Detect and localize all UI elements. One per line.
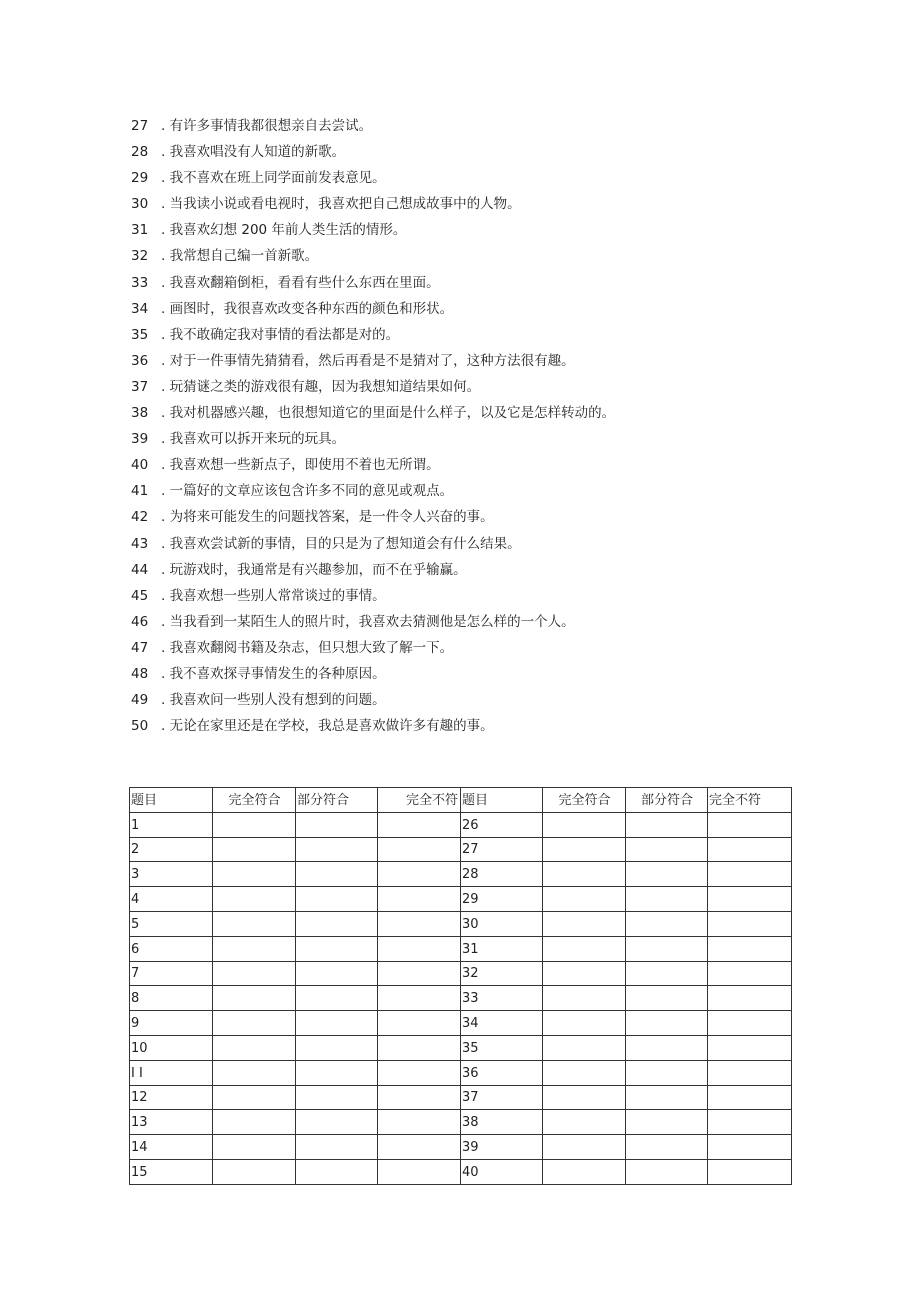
question-number: 36 <box>131 352 149 369</box>
answer-cell[interactable] <box>708 1035 792 1060</box>
question-text: . 玩猜谜之类的游戏很有趣，因为我想知道结果如何。 <box>161 378 481 395</box>
answer-cell[interactable] <box>378 911 461 936</box>
answer-cell[interactable] <box>296 812 378 837</box>
question-number: 49 <box>131 692 149 709</box>
answer-cell[interactable] <box>626 812 708 837</box>
answer-cell[interactable] <box>708 1085 792 1110</box>
question-number-cell: 13 <box>130 1110 213 1135</box>
question-number-cell: 8 <box>130 986 213 1011</box>
question-number: 47 <box>131 639 149 656</box>
answer-cell[interactable] <box>213 1060 296 1085</box>
answer-cell[interactable] <box>378 862 461 887</box>
answer-cell[interactable] <box>543 1035 626 1060</box>
question-number-cell: I I <box>130 1060 213 1085</box>
question-number: 32 <box>131 248 149 265</box>
answer-cell[interactable] <box>213 911 296 936</box>
question-item <box>131 478 891 504</box>
question-number-cell: 4 <box>130 887 213 912</box>
question-number-cell: 31 <box>461 936 543 961</box>
question-item <box>131 374 891 400</box>
header-fully-agree-2: 完全符合 <box>543 788 626 813</box>
answer-row <box>130 936 792 961</box>
question-number-cell: 29 <box>461 887 543 912</box>
answer-row <box>130 1060 792 1085</box>
answer-row <box>130 887 792 912</box>
answer-cell[interactable] <box>213 986 296 1011</box>
answer-cell[interactable] <box>708 1110 792 1135</box>
question-text: . 我喜欢问一些别人没有想到的问题。 <box>161 692 386 709</box>
question-number-cell: 27 <box>461 837 543 862</box>
answer-row <box>130 862 792 887</box>
question-number: 45 <box>131 587 149 604</box>
answer-cell[interactable] <box>626 936 708 961</box>
question-item <box>131 191 891 217</box>
answer-cell[interactable] <box>626 986 708 1011</box>
answer-table <box>129 787 792 1185</box>
answer-cell[interactable] <box>296 1060 378 1085</box>
question-item <box>131 400 891 426</box>
answer-cell[interactable] <box>213 1035 296 1060</box>
answer-cell[interactable] <box>213 1085 296 1110</box>
answer-cell[interactable] <box>378 1085 461 1110</box>
answer-cell[interactable] <box>378 837 461 862</box>
header-not-agree: 完全不符 <box>378 788 461 813</box>
question-item <box>131 713 891 739</box>
question-item <box>131 243 891 269</box>
answer-cell[interactable] <box>296 887 378 912</box>
answer-cell[interactable] <box>626 1159 708 1184</box>
question-text: . 我喜欢想一些别人常常谈过的事情。 <box>161 587 386 604</box>
question-number-cell: 7 <box>130 961 213 986</box>
question-number-cell: 3 <box>130 862 213 887</box>
answer-cell[interactable] <box>213 1159 296 1184</box>
answer-cell[interactable] <box>378 961 461 986</box>
question-item <box>131 270 891 296</box>
question-text: . 对于一件事情先猜猜看，然后再看是不是猜对了，这种方法很有趣。 <box>161 352 575 369</box>
question-item <box>131 687 891 713</box>
answer-cell[interactable] <box>708 1011 792 1036</box>
answer-cell[interactable] <box>708 986 792 1011</box>
answer-cell[interactable] <box>626 837 708 862</box>
header-fully-agree: 完全符合 <box>213 788 296 813</box>
answer-cell[interactable] <box>626 887 708 912</box>
question-text: . 我对机器感兴趣，也很想知道它的里面是什么样子，以及它是怎样转动的。 <box>161 405 616 422</box>
question-number: 43 <box>131 535 149 552</box>
header-not-agree-2: 完全不符 <box>708 788 792 813</box>
answer-cell[interactable] <box>708 812 792 837</box>
question-number: 27 <box>131 118 149 134</box>
answer-row <box>130 961 792 986</box>
answer-cell[interactable] <box>626 1035 708 1060</box>
answer-cell[interactable] <box>296 1135 378 1160</box>
question-number-cell: 10 <box>130 1035 213 1060</box>
question-number: 41 <box>131 483 149 500</box>
answer-cell[interactable] <box>378 887 461 912</box>
question-number-cell: 33 <box>461 986 543 1011</box>
answer-cell[interactable] <box>296 911 378 936</box>
question-text: . 我常想自己编一首新歌。 <box>161 248 319 265</box>
answer-cell[interactable] <box>543 1159 626 1184</box>
answer-cell[interactable] <box>296 961 378 986</box>
question-number-cell: 36 <box>461 1060 543 1085</box>
answer-cell[interactable] <box>626 1060 708 1085</box>
question-item <box>131 531 891 557</box>
page-cut-mask <box>0 1186 920 1306</box>
answer-cell[interactable] <box>213 961 296 986</box>
question-item <box>131 635 891 661</box>
question-number: 29 <box>131 170 149 187</box>
answer-row <box>130 1110 792 1135</box>
answer-row <box>130 911 792 936</box>
question-number: 39 <box>131 431 149 448</box>
answer-cell[interactable] <box>378 986 461 1011</box>
question-text: . 我喜欢翻阅书籍及杂志，但只想大致了解一下。 <box>161 639 454 656</box>
question-number-cell: 32 <box>461 961 543 986</box>
answer-cell[interactable] <box>213 887 296 912</box>
question-text: . 有许多事情我都很想亲自去尝试。 <box>161 118 373 134</box>
question-number-cell: 14 <box>130 1135 213 1160</box>
question-text: . 我不喜欢在班上同学面前发表意见。 <box>161 170 386 187</box>
question-number-cell: 26 <box>461 812 543 837</box>
answer-cell[interactable] <box>626 862 708 887</box>
question-text: . 我不敢确定我对事情的看法都是对的。 <box>161 326 400 343</box>
question-number: 34 <box>131 300 149 317</box>
question-text: . 画图时，我很喜欢改变各种东西的颜色和形状。 <box>161 300 454 317</box>
questionnaire-items <box>131 113 891 739</box>
question-number: 35 <box>131 326 149 343</box>
question-item <box>131 504 891 530</box>
question-item <box>131 557 891 583</box>
question-number: 37 <box>131 378 149 395</box>
answer-cell[interactable] <box>543 986 626 1011</box>
answer-cell[interactable] <box>213 837 296 862</box>
question-number: 50 <box>131 718 149 735</box>
answer-cell[interactable] <box>213 1011 296 1036</box>
answer-row <box>130 1011 792 1036</box>
answer-cell[interactable] <box>378 1110 461 1135</box>
answer-cell[interactable] <box>543 812 626 837</box>
question-number-cell: 9 <box>130 1011 213 1036</box>
answer-cell[interactable] <box>543 1135 626 1160</box>
question-number: 30 <box>131 196 149 213</box>
answer-row <box>130 812 792 837</box>
answer-row <box>130 1085 792 1110</box>
question-number: 38 <box>131 405 149 422</box>
answer-cell[interactable] <box>708 961 792 986</box>
answer-cell[interactable] <box>708 862 792 887</box>
question-item <box>131 426 891 452</box>
question-number-cell: 38 <box>461 1110 543 1135</box>
answer-cell[interactable] <box>213 1135 296 1160</box>
answer-cell[interactable] <box>543 1085 626 1110</box>
answer-cell[interactable] <box>543 911 626 936</box>
question-number: 33 <box>131 274 149 291</box>
question-text: . 一篇好的文章应该包含许多不同的意见或观点。 <box>161 483 454 500</box>
question-item <box>131 165 891 191</box>
answer-cell[interactable] <box>708 1060 792 1085</box>
answer-row <box>130 1159 792 1184</box>
question-text: . 我喜欢尝试新的事情，目的只是为了想知道会有什么结果。 <box>161 535 521 552</box>
answer-cell[interactable] <box>213 936 296 961</box>
answer-cell[interactable] <box>296 862 378 887</box>
header-question: 题目 <box>130 788 213 813</box>
question-number-cell: 37 <box>461 1085 543 1110</box>
answer-row <box>130 1035 792 1060</box>
answer-cell[interactable] <box>543 1060 626 1085</box>
answer-cell[interactable] <box>296 837 378 862</box>
answer-row <box>130 986 792 1011</box>
question-text: . 我不喜欢探寻事情发生的各种原因。 <box>161 665 386 682</box>
question-text: . 我喜欢可以拆开来玩的玩具。 <box>161 431 346 448</box>
answer-cell[interactable] <box>708 911 792 936</box>
answer-cell[interactable] <box>296 1085 378 1110</box>
answer-cell[interactable] <box>708 887 792 912</box>
question-text: . 为将来可能发生的问题找答案，是一件令人兴奋的事。 <box>161 509 494 526</box>
answer-cell[interactable] <box>213 1110 296 1135</box>
question-text: . 当我看到一某陌生人的照片时，我喜欢去猜测他是怎么样的一个人。 <box>161 613 575 630</box>
answer-cell[interactable] <box>543 1011 626 1036</box>
answer-cell[interactable] <box>708 936 792 961</box>
question-number-cell: 30 <box>461 911 543 936</box>
question-number-cell: 28 <box>461 862 543 887</box>
question-number: 48 <box>131 665 149 682</box>
answer-cell[interactable] <box>626 1110 708 1135</box>
answer-cell[interactable] <box>626 911 708 936</box>
answer-cell[interactable] <box>543 1110 626 1135</box>
answer-row <box>130 837 792 862</box>
answer-cell[interactable] <box>543 936 626 961</box>
answer-cell[interactable] <box>296 1159 378 1184</box>
question-text: . 当我读小说或看电视时，我喜欢把自己想成故事中的人物。 <box>161 196 521 213</box>
question-item <box>131 452 891 478</box>
header-partly-agree-2: 部分符合 <box>626 788 708 813</box>
answer-row <box>130 1135 792 1160</box>
answer-cell[interactable] <box>378 1011 461 1036</box>
answer-cell[interactable] <box>378 1135 461 1160</box>
header-partly-agree: 部分符合 <box>296 788 378 813</box>
question-text: . 我喜欢唱没有人知道的新歌。 <box>161 144 346 161</box>
question-number-cell: 2 <box>130 837 213 862</box>
question-item <box>131 661 891 687</box>
answer-cell[interactable] <box>378 1035 461 1060</box>
question-number-cell: 34 <box>461 1011 543 1036</box>
question-number: 46 <box>131 613 149 630</box>
question-number: 28 <box>131 144 149 161</box>
answer-cell[interactable] <box>296 1110 378 1135</box>
answer-cell[interactable] <box>378 1159 461 1184</box>
question-item <box>131 322 891 348</box>
question-number: 42 <box>131 509 149 526</box>
question-number: 31 <box>131 222 149 239</box>
header-question-2: 题目 <box>461 788 543 813</box>
answer-cell[interactable] <box>543 837 626 862</box>
question-number-cell: 5 <box>130 911 213 936</box>
question-text: . 玩游戏时，我通常是有兴趣参加，而不在乎输赢。 <box>161 561 467 578</box>
question-item <box>131 217 891 243</box>
answer-cell[interactable] <box>708 837 792 862</box>
answer-cell[interactable] <box>708 1159 792 1184</box>
answer-table-header <box>130 788 792 813</box>
question-number: 44 <box>131 561 149 578</box>
answer-cell[interactable] <box>626 1135 708 1160</box>
question-number-cell: 35 <box>461 1035 543 1060</box>
answer-cell[interactable] <box>626 1011 708 1036</box>
question-text: . 我喜欢翻箱倒柜，看看有些什么东西在里面。 <box>161 274 440 291</box>
answer-cell[interactable] <box>543 862 626 887</box>
answer-cell[interactable] <box>626 961 708 986</box>
question-text: . 我喜欢幻想 200 年前人类生活的情形。 <box>161 222 407 239</box>
question-number-cell: 1 <box>130 812 213 837</box>
answer-cell[interactable] <box>378 936 461 961</box>
question-number-cell: 40 <box>461 1159 543 1184</box>
question-text: . 无论在家里还是在学校，我总是喜欢做许多有趣的事。 <box>161 718 494 735</box>
question-number-cell: 12 <box>130 1085 213 1110</box>
question-number-cell: 6 <box>130 936 213 961</box>
answer-cell[interactable] <box>296 1035 378 1060</box>
question-item <box>131 296 891 322</box>
answer-cell[interactable] <box>378 812 461 837</box>
question-item <box>131 583 891 609</box>
question-number-cell: 15 <box>130 1159 213 1184</box>
answer-cell[interactable] <box>708 1135 792 1160</box>
answer-cell[interactable] <box>378 1060 461 1085</box>
answer-cell[interactable] <box>543 887 626 912</box>
answer-cell[interactable] <box>626 1085 708 1110</box>
answer-cell[interactable] <box>296 936 378 961</box>
answer-cell[interactable] <box>296 986 378 1011</box>
question-item <box>131 139 891 165</box>
answer-cell[interactable] <box>213 862 296 887</box>
question-text: . 我喜欢想一些新点子，即使用不着也无所谓。 <box>161 457 440 474</box>
question-number: 40 <box>131 457 149 474</box>
question-item <box>131 113 891 139</box>
answer-cell[interactable] <box>213 812 296 837</box>
question-item <box>131 609 891 635</box>
answer-cell[interactable] <box>543 961 626 986</box>
answer-cell[interactable] <box>296 1011 378 1036</box>
question-item <box>131 348 891 374</box>
question-number-cell: 39 <box>461 1135 543 1160</box>
